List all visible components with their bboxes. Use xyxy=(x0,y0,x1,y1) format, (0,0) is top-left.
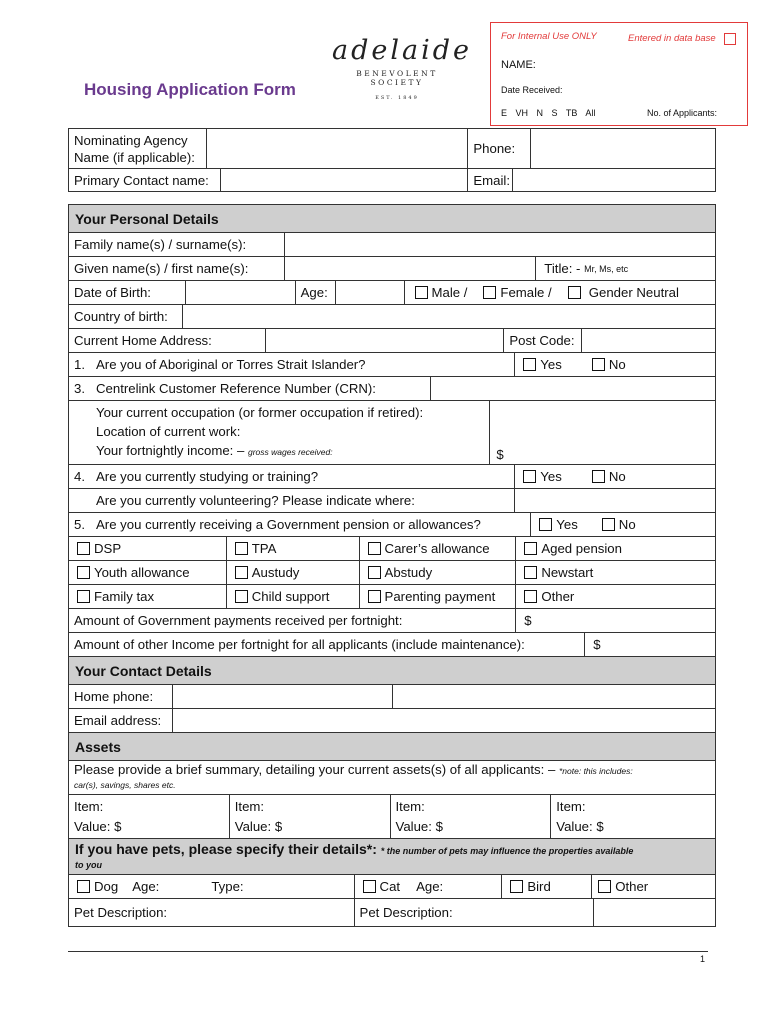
q5-no-label: No xyxy=(618,517,636,532)
pension-checkbox[interactable] xyxy=(77,590,90,603)
phone-label: Phone: xyxy=(468,129,531,168)
dog-age-label: Age: xyxy=(132,879,160,894)
nominating-agency-label: Nominating Agency Name (if applicable): xyxy=(69,129,207,168)
other-description-field[interactable] xyxy=(594,899,716,926)
cat-entry[interactable] xyxy=(355,875,503,898)
given-name-field[interactable] xyxy=(285,257,537,280)
dog-checkbox[interactable] xyxy=(77,880,90,893)
cat-age-label: Age: xyxy=(416,879,444,894)
asset-value-label: Value: xyxy=(74,819,111,834)
cat-label: Cat xyxy=(379,879,401,894)
assets-summary-note: *note: this includes: xyxy=(559,766,633,776)
gov-payments-dollar: $ xyxy=(524,613,532,628)
pension-option[interactable] xyxy=(360,585,517,608)
bird-label: Bird xyxy=(527,879,551,894)
asset-item-2[interactable] xyxy=(230,795,391,838)
pension-option[interactable] xyxy=(516,585,716,608)
bird-entry[interactable] xyxy=(502,875,592,898)
female-label: Female / xyxy=(500,285,552,300)
home-phone-label: Home phone: xyxy=(69,685,173,708)
pension-option[interactable] xyxy=(69,561,227,584)
dob-label: Date of Birth: xyxy=(69,281,186,304)
pension-checkbox[interactable] xyxy=(368,542,381,555)
q5-number: 5. xyxy=(74,517,85,532)
asset-item-1[interactable] xyxy=(69,795,230,838)
logo-line1: BENEVOLENT SOCIETY xyxy=(356,69,438,87)
income-hint: gross wages received: xyxy=(248,447,333,457)
q1-yes-checkbox[interactable] xyxy=(523,358,536,371)
pension-option[interactable] xyxy=(227,585,360,608)
dog-label: Dog xyxy=(94,879,119,894)
other-income-label: Amount of other Income per fortnight for all applicants (include maintenance): xyxy=(69,633,585,656)
country-of-birth-field[interactable] xyxy=(183,305,716,328)
pension-checkbox[interactable] xyxy=(524,542,537,555)
other-income-dollar: $ xyxy=(593,637,601,652)
crn-field[interactable] xyxy=(431,377,716,400)
pension-checkbox[interactable] xyxy=(235,566,248,579)
gov-payments-field[interactable] xyxy=(516,609,716,632)
pension-checkbox[interactable] xyxy=(235,590,248,603)
q5-label xyxy=(69,513,531,536)
asset-item-label: Item: xyxy=(556,799,586,814)
asset-item-label: Item: xyxy=(395,799,425,814)
pension-option[interactable] xyxy=(360,561,517,584)
asset-value-label: Value: xyxy=(234,819,272,834)
pets-heading-text: If you have pets, please specify their details*: xyxy=(75,840,377,857)
pension-option[interactable] xyxy=(69,585,227,608)
category-codes: E VH N S TB All xyxy=(501,108,596,118)
q3-text: Centrelink Customer Reference Number (CRN): xyxy=(96,381,376,396)
title-label: Title: - xyxy=(544,261,581,276)
postcode-field[interactable] xyxy=(582,329,716,352)
personal-details-table xyxy=(68,204,716,927)
contact-details-heading: Your Contact Details xyxy=(69,657,716,684)
asset-item-label: Item: xyxy=(234,799,265,814)
pension-label: Carer’s allowance xyxy=(384,541,490,556)
q5-no-checkbox[interactable] xyxy=(602,518,615,531)
other-pet-label: Other xyxy=(615,879,649,894)
pension-checkbox[interactable] xyxy=(77,566,90,579)
other-pet-entry[interactable] xyxy=(592,875,716,898)
pension-checkbox[interactable] xyxy=(77,542,90,555)
asset-item-label: Item: xyxy=(74,799,104,814)
gender-neutral-label: Gender Neutral xyxy=(588,285,679,300)
pension-checkbox[interactable] xyxy=(524,590,537,603)
q4-label xyxy=(69,465,515,488)
footer-rule xyxy=(68,951,708,952)
dog-description-field[interactable] xyxy=(69,899,355,926)
q4-no-checkbox[interactable] xyxy=(592,470,605,483)
crn-label xyxy=(69,377,431,400)
occupation-block xyxy=(69,401,490,464)
page-number: 1 xyxy=(700,954,706,964)
assets-summary-text: Please provide a brief summary, detailing your current assets(s) of all applicants: – xyxy=(74,762,556,777)
pension-label: Family tax xyxy=(94,589,155,604)
email-label: Email: xyxy=(468,169,513,191)
occupation-label: Your current occupation (or former occupation if retired): xyxy=(96,405,424,420)
pension-checkbox[interactable] xyxy=(368,590,381,603)
occupation-income-field[interactable] xyxy=(490,401,716,464)
q4-yes-checkbox[interactable] xyxy=(523,470,536,483)
q5-yes-label: Yes xyxy=(556,517,578,532)
pension-option[interactable] xyxy=(227,561,360,584)
primary-contact-field[interactable] xyxy=(221,169,469,191)
pets-note: * the number of pets may influence the properties available xyxy=(380,845,634,856)
pension-option[interactable] xyxy=(516,537,716,560)
pet-description-label: Pet Description: xyxy=(359,905,453,920)
age-field[interactable] xyxy=(336,281,405,304)
asset-dollar: $ xyxy=(114,819,122,834)
pet-description-label: Pet Description: xyxy=(74,905,168,920)
adelaide-benevolent-society-logo xyxy=(332,35,472,101)
q4-number: 4. xyxy=(74,469,85,484)
pension-option[interactable] xyxy=(69,537,227,560)
family-name-label: Family name(s) / surname(s): xyxy=(69,233,285,256)
gender-neutral-checkbox[interactable] xyxy=(568,286,581,299)
asset-dollar: $ xyxy=(435,819,443,834)
gov-payments-label: Amount of Government payments received per fortnight: xyxy=(69,609,516,632)
dob-field[interactable] xyxy=(186,281,296,304)
gender-options xyxy=(405,281,717,304)
number-of-applicants-label: No. of Applicants: xyxy=(647,108,718,118)
assets-summary-note2: car(s), savings, shares etc. xyxy=(74,780,176,790)
personal-details-heading: Your Personal Details xyxy=(69,205,716,232)
q5-options xyxy=(531,513,716,536)
pension-label: Other xyxy=(541,589,575,604)
q1-no-label: No xyxy=(608,357,626,372)
cat-checkbox[interactable] xyxy=(363,880,376,893)
nominating-agency-field[interactable] xyxy=(207,129,469,168)
phone-field[interactable] xyxy=(531,129,716,168)
q4-options xyxy=(515,465,716,488)
internal-name-label: NAME: xyxy=(501,59,536,71)
assets-summary xyxy=(69,761,716,794)
q1-number: 1. xyxy=(74,357,85,372)
logo-script: adelaide xyxy=(332,35,472,66)
form-title: Housing Application Form xyxy=(84,80,296,99)
email-field[interactable] xyxy=(513,169,716,191)
pension-checkbox[interactable] xyxy=(368,566,381,579)
q4-yes-label: Yes xyxy=(540,469,562,484)
entered-in-database-checkbox[interactable] xyxy=(724,33,736,45)
q1-label xyxy=(69,353,515,376)
pension-label: Child support xyxy=(251,589,330,604)
primary-contact-label: Primary Contact name: xyxy=(69,169,221,191)
asset-dollar: $ xyxy=(274,819,283,834)
pension-label: DSP xyxy=(94,541,122,556)
pension-label: Youth allowance xyxy=(94,565,190,580)
internal-heading: For Internal Use ONLY xyxy=(501,31,597,42)
home-phone-field[interactable] xyxy=(173,685,393,708)
q1-yes-label: Yes xyxy=(540,357,562,372)
q4-text: Are you currently studying or training? xyxy=(96,469,319,484)
pension-label: Austudy xyxy=(251,565,300,580)
dog-entry[interactable] xyxy=(69,875,355,898)
pets-note2: to you xyxy=(75,859,102,870)
male-checkbox[interactable] xyxy=(415,286,428,299)
male-label: Male / xyxy=(431,285,468,300)
q5-yes-checkbox[interactable] xyxy=(539,518,552,531)
income-dollar: $ xyxy=(496,447,504,462)
email-address-label: Email address: xyxy=(69,709,173,732)
assets-heading: Assets xyxy=(69,733,716,760)
entered-in-database-label: Entered in data base xyxy=(628,33,716,44)
q1-options xyxy=(515,353,716,376)
work-location-label: Location of current work: xyxy=(96,424,241,439)
other-pet-checkbox[interactable] xyxy=(598,880,611,893)
pension-label: Abstudy xyxy=(384,565,433,580)
pets-heading xyxy=(69,839,716,874)
internal-use-box xyxy=(490,22,748,126)
bird-checkbox[interactable] xyxy=(510,880,523,893)
q4-no-label: No xyxy=(608,469,626,484)
country-of-birth-label: Country of birth: xyxy=(69,305,183,328)
volunteer-label: Are you currently volunteering? Please indicate where: xyxy=(69,489,515,512)
agency-table xyxy=(68,128,716,192)
logo-line2: EST. 1849 xyxy=(375,95,419,101)
date-received-label: Date Received: xyxy=(501,85,563,95)
home-address-label: Current Home Address: xyxy=(69,329,266,352)
title-field[interactable] xyxy=(536,257,716,280)
family-name-field[interactable] xyxy=(285,233,716,256)
title-hint: Mr, Ms, etc xyxy=(584,263,629,274)
pension-option[interactable] xyxy=(516,561,716,584)
q5-text: Are you currently receiving a Government pension or allowances? xyxy=(96,517,481,532)
home-address-field[interactable] xyxy=(266,329,505,352)
income-label: Your fortnightly income: – xyxy=(96,443,245,458)
volunteer-field[interactable] xyxy=(515,489,716,512)
pension-label: TPA xyxy=(251,541,277,556)
pension-label: Aged pension xyxy=(541,541,622,556)
postcode-label: Post Code: xyxy=(504,329,582,352)
pension-checkbox[interactable] xyxy=(524,566,537,579)
q3-number: 3. xyxy=(74,381,85,396)
pension-option[interactable] xyxy=(360,537,517,560)
pension-label: Parenting payment xyxy=(384,589,496,604)
asset-value-label: Value: xyxy=(395,819,432,834)
dog-type-label: Type: xyxy=(211,879,244,894)
q1-no-checkbox[interactable] xyxy=(592,358,605,371)
pension-label: Newstart xyxy=(541,565,594,580)
age-label: Age: xyxy=(296,281,336,304)
cat-description-field[interactable] xyxy=(355,899,595,926)
asset-item-4[interactable] xyxy=(551,795,716,838)
email-address-field[interactable] xyxy=(173,709,716,732)
home-phone-blank xyxy=(393,685,716,708)
asset-item-3[interactable] xyxy=(391,795,552,838)
pension-checkbox[interactable] xyxy=(235,542,248,555)
asset-dollar: $ xyxy=(596,819,604,834)
pension-option[interactable] xyxy=(227,537,360,560)
female-checkbox[interactable] xyxy=(483,286,496,299)
given-name-label: Given name(s) / first name(s): xyxy=(69,257,285,280)
other-income-field[interactable] xyxy=(585,633,716,656)
q1-text: Are you of Aboriginal or Torres Strait Islander? xyxy=(96,357,366,372)
asset-value-label: Value: xyxy=(556,819,593,834)
